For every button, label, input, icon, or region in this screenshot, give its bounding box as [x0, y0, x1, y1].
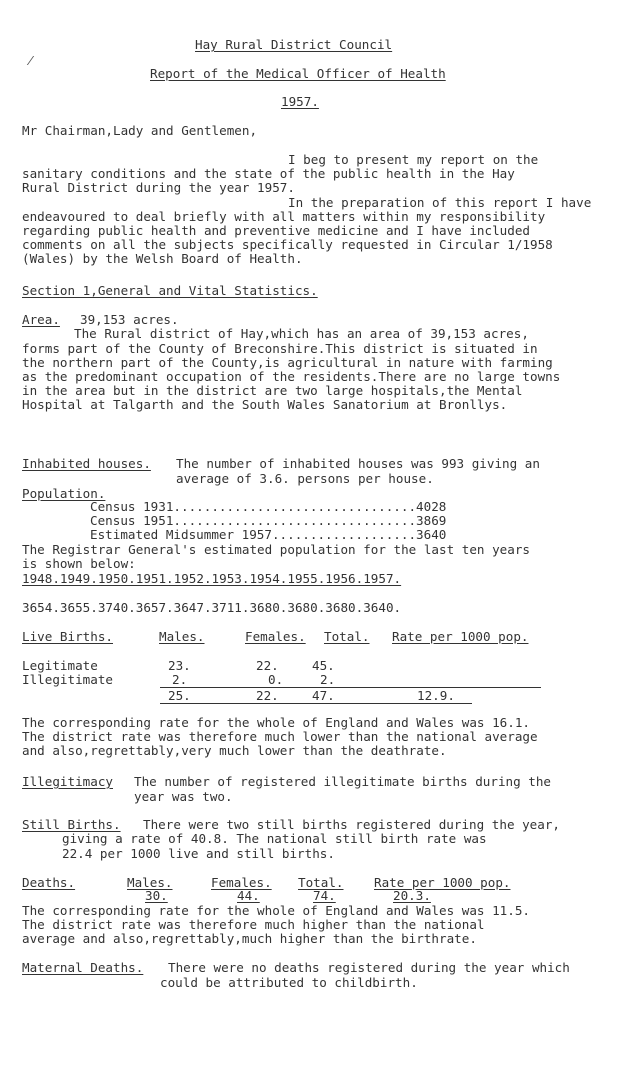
cell-total: 2.: [320, 672, 336, 687]
area-text-line: in the area but in the district are two large hospitals,the Mental: [22, 383, 523, 398]
total-females: 22.: [256, 688, 279, 703]
illegitimacy-text: The number of registered illegitimate births during the: [134, 774, 552, 789]
section-heading: Section 1,General and Vital Statistics.: [22, 283, 318, 298]
area-text-line: forms part of the County of Breconshire.This district is situated in: [22, 341, 538, 356]
maternal-text: could be attributed to childbirth.: [160, 975, 418, 990]
illegitimacy-text: year was two.: [134, 789, 233, 804]
houses-label: Inhabited houses.: [22, 456, 151, 471]
area-text-line: as the predominant occupation of the residents.There are no large towns: [22, 369, 561, 384]
illegitimacy-label: Illegitimacy: [22, 774, 113, 789]
deaths-rate: 20.3.: [393, 888, 431, 903]
census-line: Census 1951................................3869: [90, 513, 447, 528]
live-births-text: The district rate was therefore much lower than the national average: [22, 729, 538, 744]
live-births-label: Live Births.: [22, 629, 113, 644]
deaths-label: Deaths.: [22, 875, 76, 890]
deaths-text: The corresponding rate for the whole of England and Wales was 11.5.: [22, 903, 530, 918]
population-text: is shown below:: [22, 556, 136, 571]
deaths-males: 30.: [145, 888, 168, 903]
col-males: Males.: [159, 629, 205, 644]
maternal-text: There were no deaths registered during the year which: [168, 960, 570, 975]
total-rule: [160, 687, 541, 688]
population-values: 3654.3655.3740.3657.3647.3711.3680.3680.3680.3640.: [22, 600, 402, 615]
live-births-text: and also,regrettably,very much lower than the deathrate.: [22, 743, 447, 758]
total-rate: 12.9.: [417, 688, 455, 703]
intro-line: endeavoured to deal briefly with all matters within my responsibility: [22, 209, 546, 224]
deaths-text: average and also,regrettably,much higher than the birthrate.: [22, 931, 477, 946]
intro-line: (Wales) by the Welsh Board of Health.: [22, 251, 303, 266]
intro-line: sanitary conditions and the state of the public health in the Hay: [22, 166, 515, 181]
still-births-text: giving a rate of 40.8. The national still birth rate was: [62, 831, 487, 846]
cell-males: 2.: [172, 672, 188, 687]
census-line: Estimated Midsummer 1957...................3640: [90, 527, 447, 542]
area-text-line: the northern part of the County,is agricultural in nature with farming: [22, 355, 553, 370]
census-line: Census 1931................................4028: [90, 499, 447, 514]
deaths-total: 74.: [313, 888, 336, 903]
salutation: Mr Chairman,Lady and Gentlemen,: [22, 123, 258, 138]
col-rate: Rate per 1000 pop.: [392, 629, 529, 644]
still-births-text: 22.4 per 1000 live and still births.: [62, 846, 335, 861]
intro-line: In the preparation of this report I have: [288, 195, 592, 210]
report-title: Report of the Medical Officer of Health: [150, 66, 446, 81]
deaths-col-total: Total.: [298, 875, 344, 890]
deaths-col-females: Females.: [211, 875, 272, 890]
council-heading: Hay Rural District Council: [195, 37, 393, 52]
area-text-line: Hospital at Talgarth and the South Wales Sanatorium at Bronllys.: [22, 397, 508, 412]
live-births-text: The corresponding rate for the whole of England and Wales was 16.1.: [22, 715, 530, 730]
maternal-label: Maternal Deaths.: [22, 960, 144, 975]
col-total: Total.: [324, 629, 370, 644]
cell-total: 45.: [312, 658, 335, 673]
area-text-line: The Rural district of Hay,which has an area of 39,153 acres,: [74, 326, 529, 341]
pen-mark: [23, 56, 34, 65]
intro-line: comments on all the subjects specifically requested in Circular 1/1958: [22, 237, 553, 252]
cell-females: 0.: [268, 672, 284, 687]
total-underline: [160, 703, 472, 704]
population-label: Population.: [22, 486, 106, 501]
intro-line: regarding public health and preventive medicine and I have included: [22, 223, 530, 238]
area-value: 39,153 acres.: [80, 312, 179, 327]
total-males: 25.: [168, 688, 191, 703]
row-label: Illegitimate: [22, 672, 113, 687]
still-births-text: There were two still births registered during the year,: [143, 817, 561, 832]
deaths-col-rate: Rate per 1000 pop.: [374, 875, 511, 890]
area-label: Area.: [22, 312, 60, 327]
deaths-females: 44.: [237, 888, 260, 903]
report-year: 1957.: [281, 94, 319, 109]
cell-females: 22.: [256, 658, 279, 673]
population-text: The Registrar General's estimated population for the last ten years: [22, 542, 530, 557]
houses-text: The number of inhabited houses was 993 giving an: [176, 456, 540, 471]
houses-text: average of 3.6. persons per house.: [176, 471, 434, 486]
intro-line: I beg to present my report on the: [288, 152, 539, 167]
deaths-col-males: Males.: [127, 875, 173, 890]
still-births-label: Still Births.: [22, 817, 121, 832]
col-females: Females.: [245, 629, 306, 644]
cell-males: 23.: [168, 658, 191, 673]
row-label: Legitimate: [22, 658, 98, 673]
total-total: 47.: [312, 688, 335, 703]
population-years: 1948.1949.1950.1951.1952.1953.1954.1955.1956.1957.: [22, 571, 402, 586]
intro-line: Rural District during the year 1957.: [22, 180, 295, 195]
deaths-text: The district rate was therefore much higher than the national: [22, 917, 485, 932]
